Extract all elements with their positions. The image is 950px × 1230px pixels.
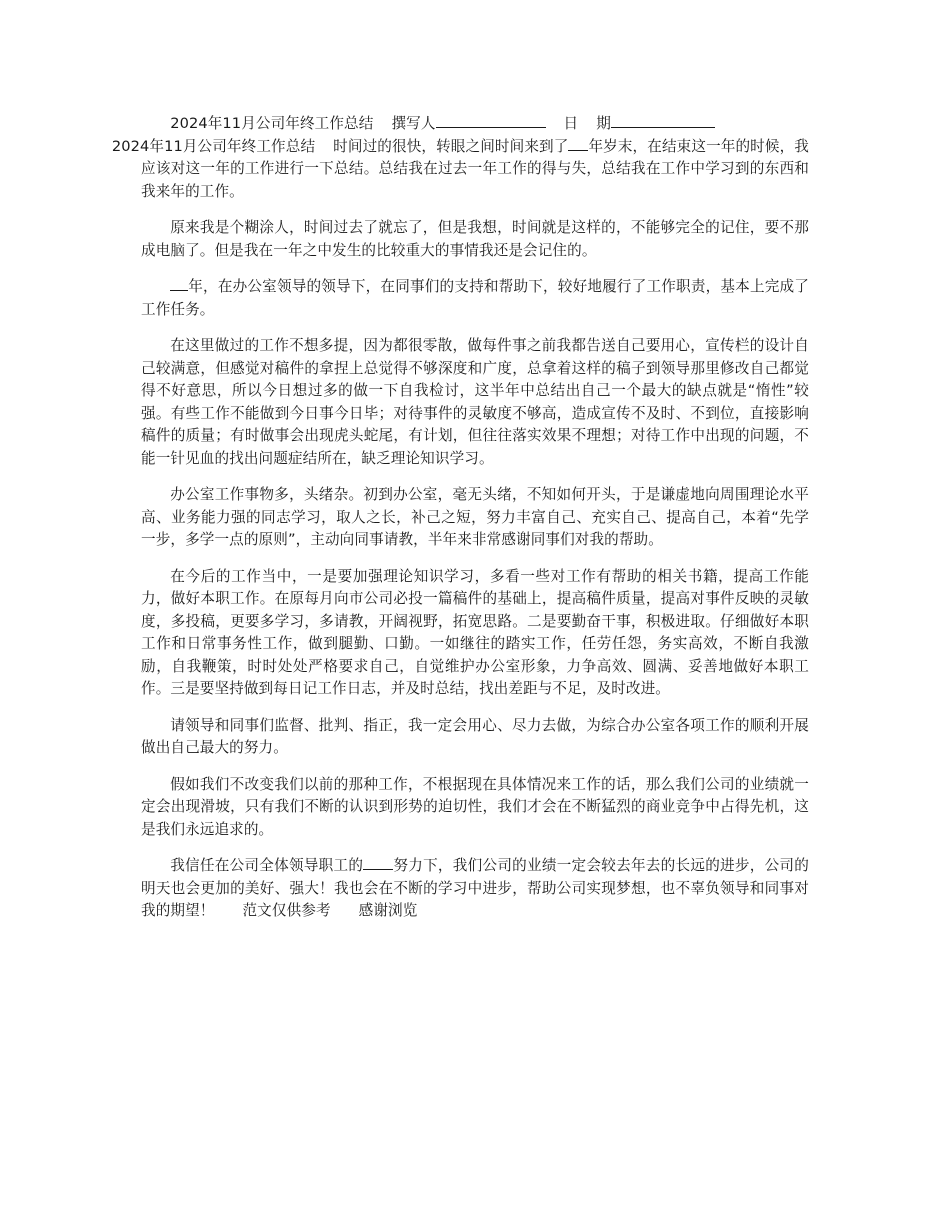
- paragraph-2-text: 年，在办公室领导的领导下，在同事们的支持和帮助下，较好地履行了工作职责，基本上完成了工作任务。: [141, 278, 809, 318]
- paragraph-7: 假如我们不改变我们以前的那种工作，不根据现在具体情况来工作的话，那么我们公司的业绩就一定会出现滑坡，只有我们不断的认识到形势的迫切性，我们才会在不断猛烈的商业竞争中占得先机，这是我们永远追求的。: [141, 775, 809, 838]
- footer-note-thanks: 感谢浏览: [358, 902, 418, 919]
- year-blank: [568, 136, 588, 151]
- date-label-1: 日: [563, 115, 579, 132]
- intro-heading: 2024年11月公司年终工作总结: [111, 137, 316, 155]
- footer-note-reference: 范文仅供参考: [242, 902, 331, 919]
- paragraph-8: [141, 855, 809, 923]
- intro-paragraph: [111, 113, 809, 203]
- date-blank: [611, 113, 715, 128]
- intro-text-2: 年岁末，在结束这一年的时候，我应该对这一年的工作进行一下总结。总结我在过去一年工作的得与失，总结我在工作中学习到的东西和我来年的工作。: [141, 137, 809, 200]
- document-page: [111, 113, 809, 937]
- paragraph-4: 办公室工作事物多，头绪杂。初到办公室，毫无头绪，不知如何开头，于是谦虚地向周围理论水平高、业务能力强的同志学习，取人之长，补己之短，努力丰富自己、充实自己、提高自己，本着“先学一步，多学一点的原则”，主动向同事请教，半年来非常感谢同事们对我的帮助。: [141, 486, 809, 548]
- paragraph-6: 请领导和同事们监督、批判、指正，我一定会用心、尽力去做，为综合办公室各项工作的顺利开展做出自己最大的努力。: [141, 716, 809, 756]
- paragraph-3: 在这里做过的工作不想多提，因为都很零散，做每件事之前我都告送自己要用心，宣传栏的设计自己较满意，但感觉对稿件的拿捏上总觉得不够深度和广度，总拿着这样的稿子到领导那里修改自己都觉得不好意思，所以今日想过多的做一下自我检讨，这半年中总结出自己一个最大的缺点就是“惰性”较强。有些工作不能做到今日事今日毕；对待事件的灵敏度不够高，造成宣传不及时、不到位，直接影响稿件的质量；有时做事会出现虎头蛇尾，有计划，但往往落实效果不理想；对待工作中出现的问题，不能一针见血的找出问题症结所在，缺乏理论知识学习。: [141, 337, 809, 467]
- paragraph-8-text-2: 努力下，我们公司的业绩一定会较去年去的长远的进步，公司的明天也会更加的美好、强大！我也会在不断的学习中进步，帮助公司实现梦想，也不辜负领导和同事对我的期望！: [141, 857, 809, 919]
- paragraph-1: 原来我是个糊涂人，时间过去了就忘了，但是我想，时间就是这样的，不能够完全的记住，要不那成电脑了。但是我在一年之中发生的比较重大的事情我还是会记住的。: [141, 219, 809, 259]
- paragraph-2: [141, 276, 809, 321]
- effort-blank: [363, 855, 393, 870]
- paragraph-8-text-1: 我信任在公司全体领导职工的: [170, 857, 364, 874]
- date-label-2: 期: [596, 115, 611, 132]
- author-label: 撰写人: [391, 115, 436, 132]
- paragraph-5: 在今后的工作当中，一是要加强理论知识学习，多看一些对工作有帮助的相关书籍，提高工作能力，做好本职工作。在原每月向市公司必投一篇稿件的基础上，提高稿件质量，提高对事件反映的灵敏度，多投稿，更要多学习，多请教，开阔视野，拓宽思路。二是要勤奋干事，积极进取。仔细做好本职工作和日常事务性工作，做到腿勤、口勤。一如继往的踏实工作，任劳任怨，务实高效，不断自我激励，自我鞭策，时时处处严格要求自己，自觉维护办公室形象，力争高效、圆满、妥善地做好本职工作。三是要坚持做到每日记工作日志，并及时总结，找出差距与不足，及时改进。: [141, 567, 809, 697]
- intro-text-1: 时间过的很快，转眼之间时间来到了: [333, 137, 569, 155]
- author-blank: [436, 113, 546, 128]
- year-blank-2: [170, 276, 188, 291]
- header-title: 2024年11月公司年终工作总结: [170, 115, 374, 132]
